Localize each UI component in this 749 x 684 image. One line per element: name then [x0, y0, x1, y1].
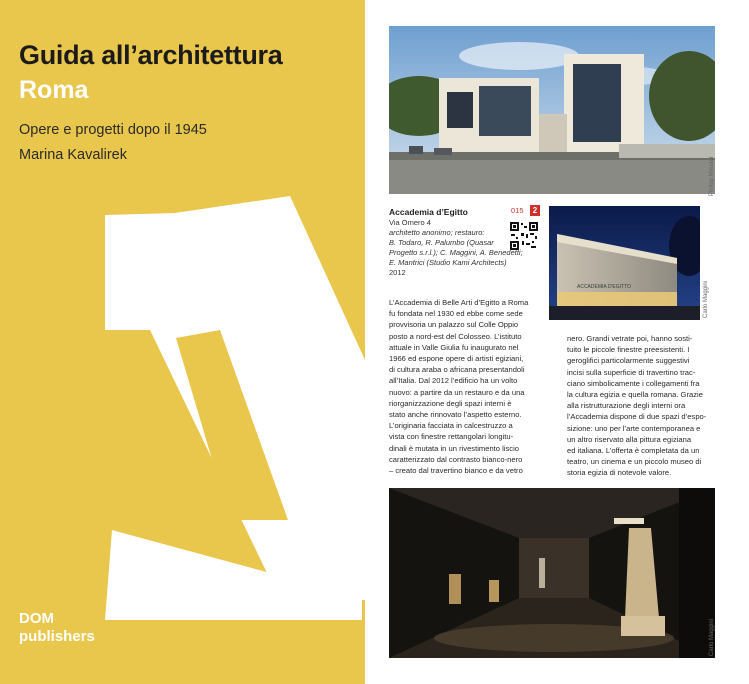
text-line: provvisoria un palazzo sul Colle Oppio [389, 320, 519, 330]
entry-meta-line: Progetto s.r.l.); C. Maggini, A. Benedetti; [389, 248, 523, 257]
text-line: all’Italia. Dal 2012 l’edificio ha un volto [389, 376, 518, 386]
text-line: tuito le piccole finestre preesistenti. I [567, 345, 690, 355]
text-line: un altro riservato alla pittura egiziana [567, 434, 692, 444]
entry-meta-line: E. Mantrici (Studio Kami Architects) [389, 258, 507, 267]
cover-city: Roma [19, 76, 89, 104]
text-line: caratterizzato dal contrasto bianco-nero [389, 454, 523, 464]
night-facade-photo [549, 206, 700, 320]
qr-code-icon [509, 221, 539, 251]
text-line: l’Accademia dispone di due spazi d’espo- [567, 412, 707, 422]
interior-gallery-photo [389, 488, 715, 658]
photo-credit: Carlo Maggini [703, 280, 709, 318]
cover-publisher-line1: DOM [19, 610, 54, 627]
text-line: nero. Grandi vetrate poi, hanno sosti- [567, 334, 693, 343]
photo-credit: Carlo Maggini [709, 618, 715, 656]
book-cover [0, 0, 365, 684]
text-line: alla ristrutturazione degli interni ora [567, 401, 686, 411]
text-line: storia egizia di notevole valore. [567, 468, 672, 478]
text-line: posto a nord-est del Colosseo. L’istituto [389, 331, 522, 341]
cover-title: Guida all’architettura [19, 40, 283, 70]
photo-credit: Philipp Meuser [709, 156, 715, 196]
entry-number: 015 [511, 206, 524, 215]
text-line: di cultura araba o africana presentandoli [389, 365, 525, 375]
text-line: riorganizzazione degli spazi interni è [389, 398, 512, 408]
text-line: L’Accademia di Belle Arti d’Egitto a Roma [389, 298, 529, 307]
text-line: vista con finestre rettangolari longitu- [389, 432, 514, 442]
text-line: fu fondata nel 1930 ed ebbe come sede [389, 309, 523, 319]
body-text-column-1 [389, 297, 539, 476]
text-line: 1966 ed espone opere di artisti egiziani, [389, 354, 524, 364]
text-line: dinali è mutata in un rivestimento liscio [389, 443, 519, 453]
text-line: incisi sulla superficie di travertino trac- [567, 367, 696, 377]
exterior-photo [389, 26, 715, 194]
guide-page [365, 0, 749, 684]
body-text-column-2 [567, 333, 707, 479]
entry-address: Via Omero 4 [389, 218, 431, 227]
text-line: attuale in Valle Giulia fu inaugurato nel [389, 342, 519, 352]
text-line: teatro, un cinema e un piccolo museo di [567, 457, 702, 467]
text-line: geroglifici particolarmente suggestivi [567, 356, 690, 366]
text-line: la cultura egizia e quella romana. Grazie [567, 390, 703, 400]
entry-meta-line: B. Todaro, R. Palumbo (Quasar [389, 238, 494, 247]
text-line: – creato dal travertino bianco e da vetro [389, 466, 523, 476]
cover-author: Marina Kavalirek [19, 147, 127, 163]
facade-sign: ACCADEMIA D'EGITTO [577, 284, 631, 290]
entry-year: 2012 [389, 268, 406, 277]
cover-subtitle: Opere e progetti dopo il 1945 [19, 122, 207, 138]
text-line: ed italiana. L’offerta è completata da un [567, 446, 700, 456]
text-line: L’originaria facciata in calcestruzzo a [389, 421, 513, 431]
entry-meta-line: architetto anonimo; restauro: [389, 228, 485, 237]
entry-title: Accademia d’Egitto [389, 207, 468, 217]
cover-publisher-line2: publishers [19, 628, 95, 645]
text-line: stato anche rinnovato l’aspetto esterno. [389, 410, 522, 420]
text-line: ciano simbolicamente i collegamenti fra [567, 378, 700, 388]
entry-badge: 2 [530, 205, 540, 216]
text-line: nuovo: a partire da un restauro e da una [389, 387, 525, 397]
text-line: sizione: uno per l’arte contemporanea e [567, 423, 701, 433]
